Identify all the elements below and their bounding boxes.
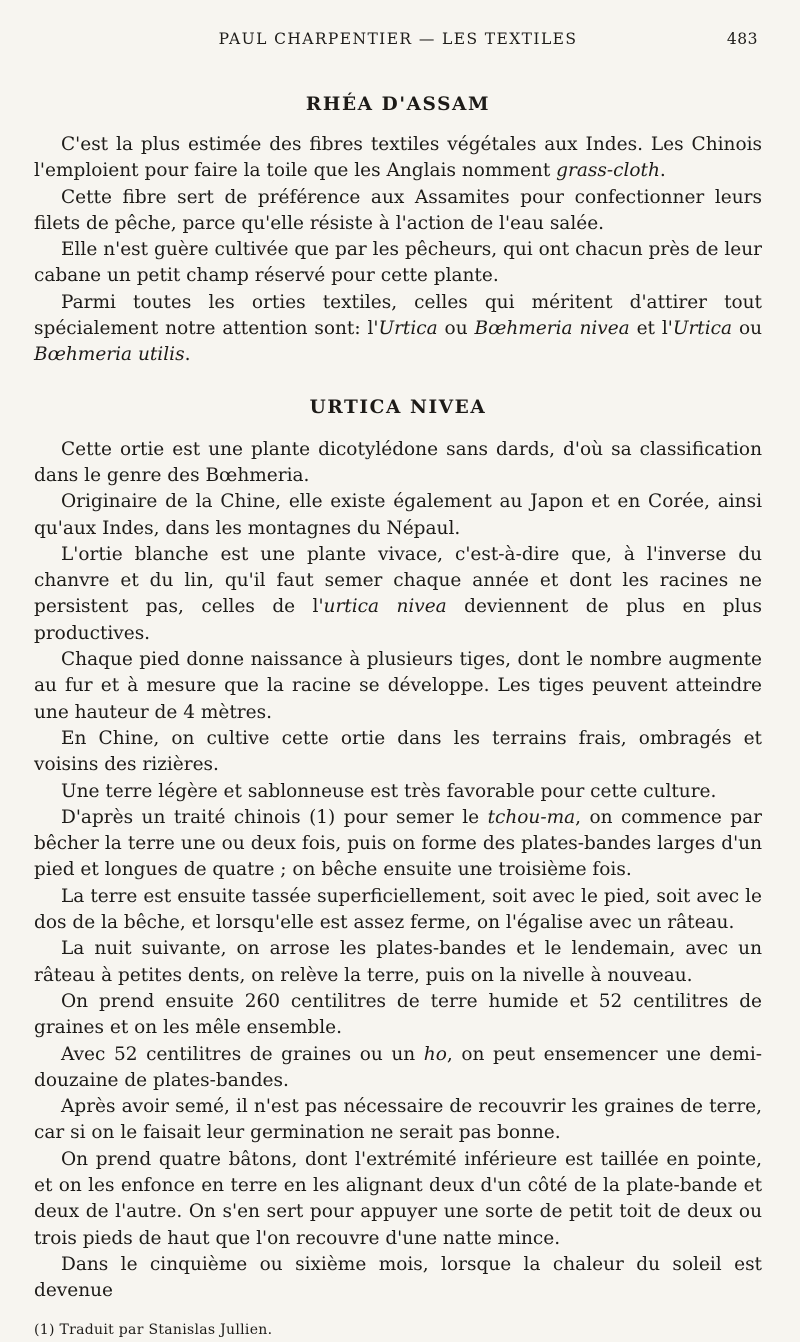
italic-run: Urtica (672, 318, 733, 340)
section-body-urtica (34, 437, 762, 1305)
text-run: L'ortie blanche est une plante vivace, c'est-à-dire que, à l'inverse du chanvre et du lin, qu'il faut semer chaque année et dont les racines ne persistent pas, celles de l' (34, 543, 762, 618)
text-run: Elle n'est guère cultivée que par les pêcheurs, qui ont chacun près de leur cabane un petit champ réservé pour cette plante. (34, 239, 762, 287)
paragraph (34, 1252, 762, 1305)
running-head (34, 30, 762, 56)
text-run: ou (732, 318, 762, 340)
text-run: On prend quatre bâtons, dont l'extrémité inférieure est taillée en pointe, et on les enfonce en terre en les alignant deux d'un côté de la plate-bande et deux de l'autre. On s'en sert pour appuyer une sorte de petit toit de deux ou trois pieds de haut que l'on recouvre d'une natte mince. (34, 1148, 762, 1249)
text-run: , on commence par bêcher la terre une ou deux fois, puis on forme des plates-bandes larges d'un pied et longues de quatre ; on bêche ensuite une troisième fois. (34, 806, 762, 881)
text-run: Avec 52 centilitres de graines ou un (61, 1043, 424, 1065)
footnote: (1) Traduit par Stanislas Jullien. (34, 1322, 273, 1339)
section-title-rhea: RHÉA D'ASSAM (305, 94, 491, 115)
paragraph (34, 884, 762, 937)
italic-run: Bœhmeria utilis (34, 344, 185, 366)
book-page (34, 30, 762, 1338)
paragraph (34, 647, 762, 726)
italic-run: urtica nivea (323, 596, 447, 618)
paragraph (34, 1147, 762, 1252)
section-body-rhea (34, 132, 762, 369)
italic-run: tchou-ma (487, 806, 576, 828)
text-run: et l' (629, 318, 673, 340)
text-run: Après avoir semé, il n'est pas nécessaire de recouvrir les graines de terre, car si on le faisait leur germination ne serait pas bonne. (34, 1096, 762, 1144)
text-run: La terre est ensuite tassée superficiellement, soit avec le pied, soit avec le dos de la bêche, et lorsqu'elle est assez ferme, on l'égalise avec un râteau. (34, 885, 762, 934)
text-run: La nuit suivante, on arrose les plates-bandes et le lendemain, avec un râteau à petites dents, on relève la terre, puis on la nivelle à nouveau. (34, 938, 762, 986)
paragraph (34, 237, 762, 290)
italic-run: grass-cloth (556, 160, 660, 182)
text-run: D'après un traité chinois (1) pour semer le (61, 806, 488, 828)
italic-run: ho (423, 1043, 447, 1065)
italic-run: Bœhmeria nivea (474, 318, 630, 340)
paragraph (34, 936, 762, 989)
text-run: C'est la plus estimée des fibres textiles végétales aux Indes. Les Chinois l'emploient pour faire la toile que les Anglais nomment (34, 134, 762, 182)
paragraph (34, 726, 762, 779)
text-run: Parmi toutes les orties textiles, celles qui méritent d'attirer tout spécialement notre attention sont: l' (34, 291, 762, 340)
paragraph (34, 989, 762, 1042)
paragraph (34, 489, 762, 542)
paragraph (34, 132, 762, 185)
text-run: . (659, 160, 666, 182)
page-number: 483 (726, 30, 758, 48)
text-run: Cette ortie est une plante dicotylédone sans dards, d'où sa classification dans le genre des Bœhmeria. (34, 438, 762, 486)
paragraph (34, 185, 762, 238)
paragraph (34, 779, 762, 805)
paragraph (34, 290, 762, 369)
text-run: Cette fibre sert de préférence aux Assamites pour confectionner leurs filets de pêche, parce qu'elle résiste à l'action de l'eau salée. (34, 186, 762, 234)
running-title: PAUL CHARPENTIER — LES TEXTILES (218, 30, 578, 48)
text-run: Chaque pied donne naissance à plusieurs tiges, dont le nombre augmente au fur et à mesure que la racine se développe. Les tiges peuvent atteindre une hauteur de 4 mètres. (34, 649, 762, 723)
text-run: En Chine, on cultive cette ortie dans les terrains frais, ombragés et voisins des rizières. (34, 727, 762, 776)
text-run: deviennent de plus en plus productives. (34, 596, 762, 644)
text-run: . (184, 344, 191, 366)
paragraph (34, 542, 762, 647)
paragraph (34, 1094, 762, 1147)
italic-run: Urtica (378, 318, 438, 340)
paragraph (34, 805, 762, 884)
text-run: On prend ensuite 260 centilitres de terre humide et 52 centilitres de graines et on les mêle ensemble. (34, 990, 762, 1039)
text-run: ou (437, 318, 475, 340)
text-run: , on peut ensemencer une demi-douzaine de plates-bandes. (34, 1043, 762, 1091)
paragraph (34, 437, 762, 490)
text-run: Originaire de la Chine, elle existe également au Japon et en Corée, ainsi qu'aux Indes, dans les montagnes du Népaul. (34, 491, 762, 539)
section-title-urtica: URTICA NIVEA (309, 396, 487, 418)
text-run: Une terre légère et sablonneuse est très favorable pour cette culture. (61, 780, 717, 802)
text-run: Dans le cinquième ou sixième mois, lorsque la chaleur du soleil est devenue (34, 1253, 762, 1302)
paragraph (34, 1042, 762, 1095)
